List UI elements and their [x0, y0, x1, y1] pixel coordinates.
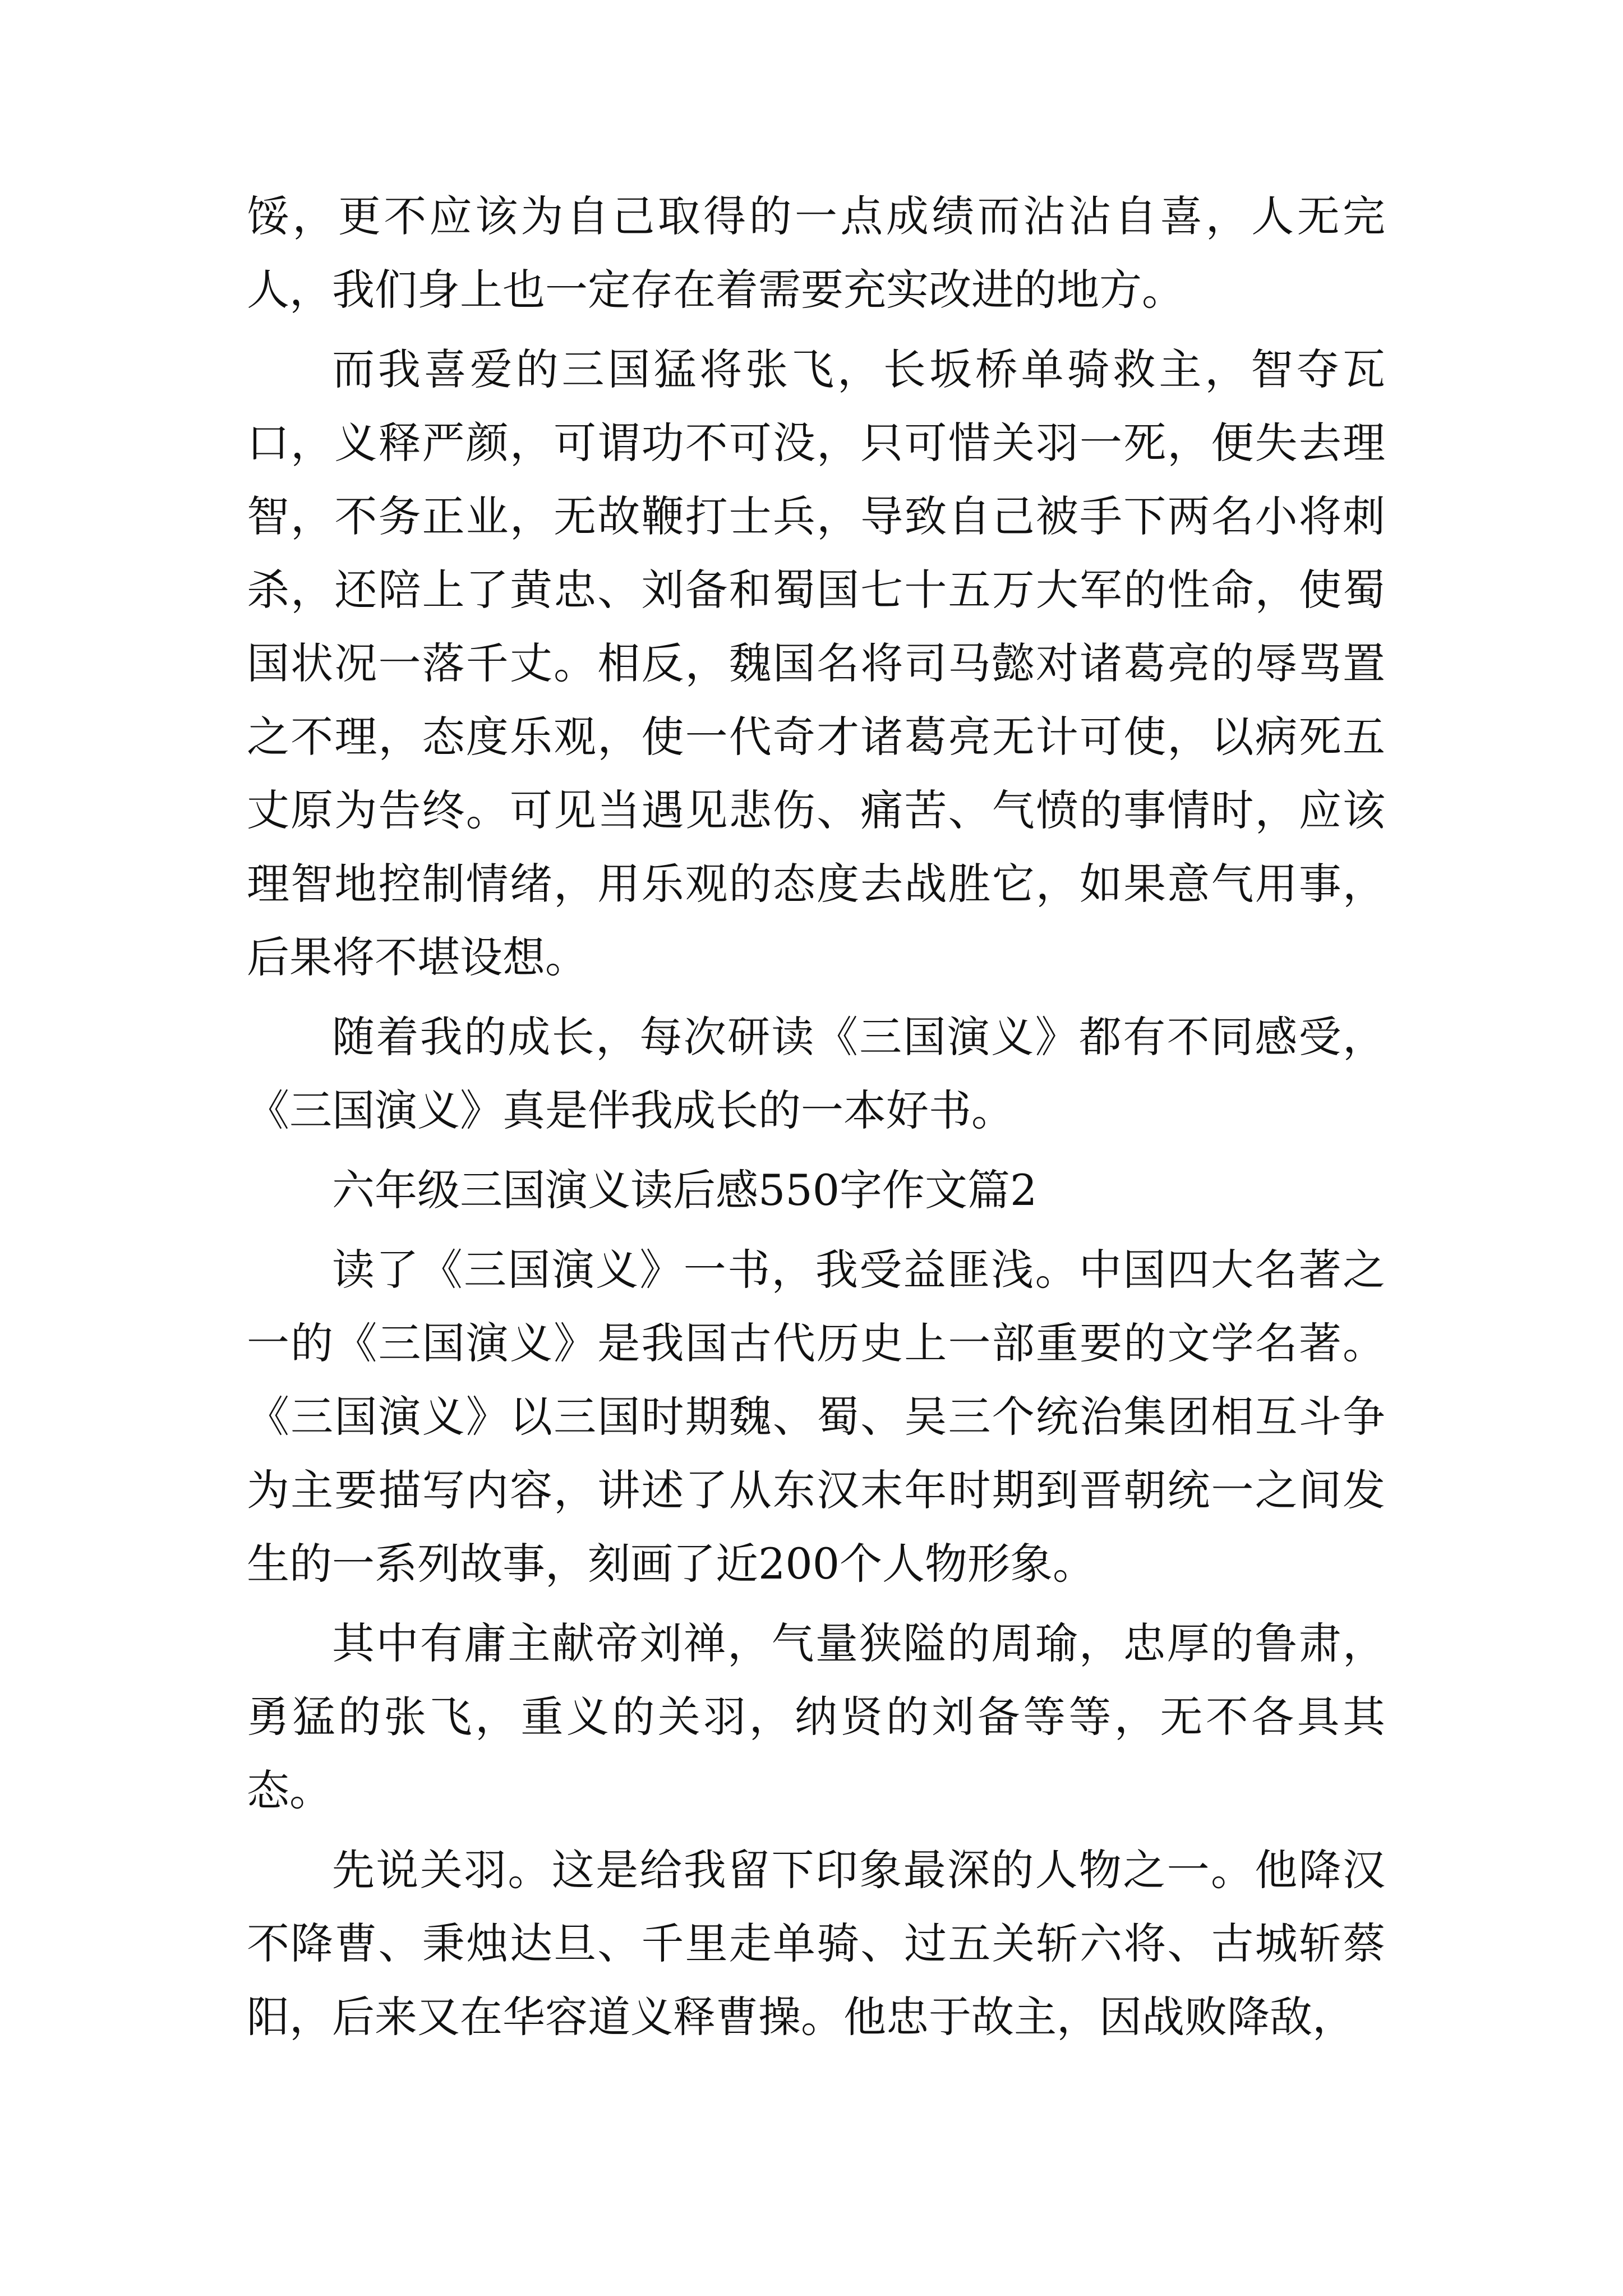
paragraph-1: 馁，更不应该为自己取得的一点成绩而沾沾自喜，人无完人，我们身上也一定存在着需要充实改进的地方。 — [247, 191, 1385, 315]
paragraph-3: 随着我的成长，每次研读《三国演义》都有不同感受，《三国演义》真是伴我成长的一本好书。 — [247, 1012, 1385, 1135]
paragraph-6: 其中有庸主献帝刘禅，气量狭隘的周瑜，忠厚的鲁肃，勇猛的张飞，重义的关羽，纳贤的刘备等等，无不各具其态。 — [247, 1618, 1385, 1815]
article-body — [247, 180, 1385, 2060]
paragraph-7: 先说关羽。这是给我留下印象最深的人物之一。他降汉不降曹、秉烛达旦、千里走单骑、过五关斩六将、古城斩蔡阳，后来又在华容道义释曹操。他忠于故主，因战败降敌， — [247, 1845, 1385, 2042]
paragraph-5: 读了《三国演义》一书，我受益匪浅。中国四大名著之一的《三国演义》是我国古代历史上一部重要的文学名著。《三国演义》以三国时期魏、蜀、吴三个统治集团相互斗争为主要描写内容，讲述了从东汉末年时期到晋朝统一之间发生的一系列故事，刻画了近200个人物形象。 — [247, 1245, 1385, 1589]
section-heading: 六年级三国演义读后感550字作文篇2 — [332, 1165, 1038, 1215]
paragraph-2: 而我喜爱的三国猛将张飞，长坂桥单骑救主，智夺瓦口，义释严颜，可谓功不可没，只可惜关羽一死，便失去理智，不务正业，无故鞭打士兵，导致自己被手下两名小将刺杀，还陪上了黄忠、刘备和蜀国七十五万大军的性命，使蜀国状况一落千丈。相反，魏国名将司马懿对诸葛亮的辱骂置之不理，态度乐观，使一代奇才诸葛亮无计可使，以病死五丈原为告终。可见当遇见悲伤、痛苦、气愤的事情时，应该理智地控制情绪，用乐观的态度去战胜它，如果意气用事，后果将不堪设想。 — [247, 344, 1385, 982]
